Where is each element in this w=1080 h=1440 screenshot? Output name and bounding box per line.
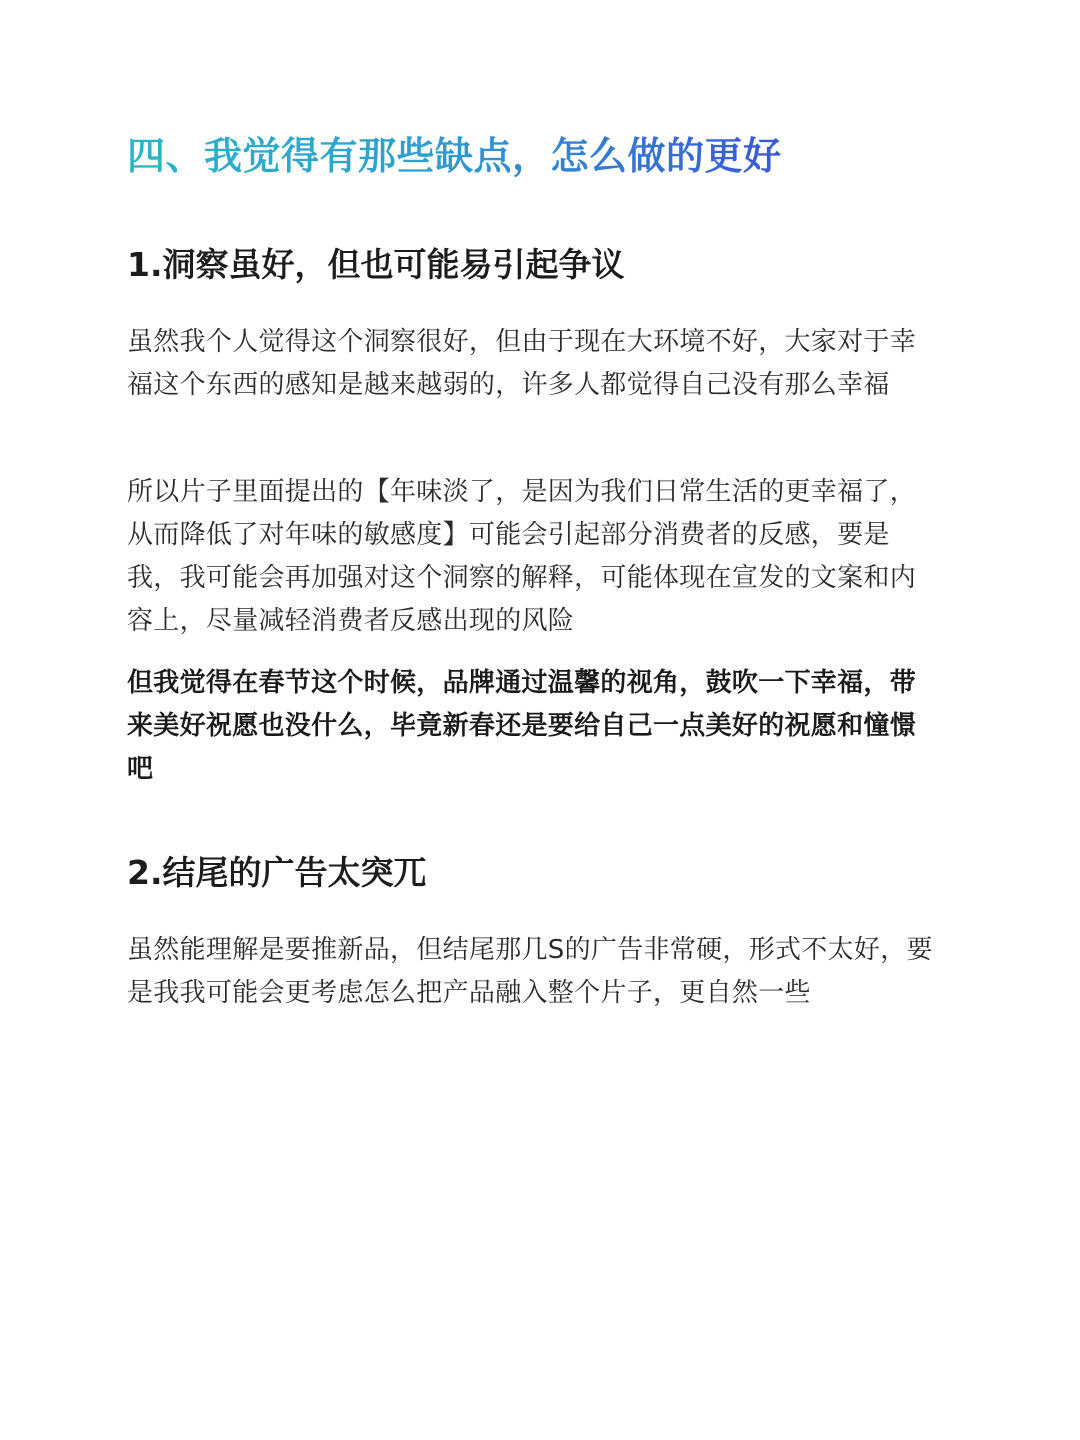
page-title: 四、我觉得有那些缺点，怎么做的更好 [127, 128, 782, 184]
emphasis-paragraph: 但我觉得在春节这个时候，品牌通过温馨的视角，鼓吹一下幸福，带来美好祝愿也没什么，毕竟新春还是要给自己一点美好的祝愿和憧憬吧 [127, 668, 917, 784]
section-heading-2: 2.结尾的广告太突兀 [127, 853, 427, 892]
paragraph: 所以片子里面提出的【年味淡了，是因为我们日常生活的更幸福了，从而降低了对年味的敏感度】可能会引起部分消费者的反感，要是我，我可能会再加强对这个洞察的解释，可能体现在宣发的文案和内容上，尽量减轻消费者反感出现的风险 [127, 477, 917, 636]
section-heading-1: 1.洞察虽好，但也可能易引起争议 [127, 245, 625, 284]
paragraph: 虽然我个人觉得这个洞察很好，但由于现在大环境不好，大家对于幸福这个东西的感知是越来越弱的，许多人都觉得自己没有那么幸福 [127, 327, 917, 400]
paragraph: 虽然能理解是要推新品，但结尾那几S的广告非常硬，形式不太好，要是我我可能会更考虑怎么把产品融入整个片子，更自然一些 [127, 935, 933, 1008]
